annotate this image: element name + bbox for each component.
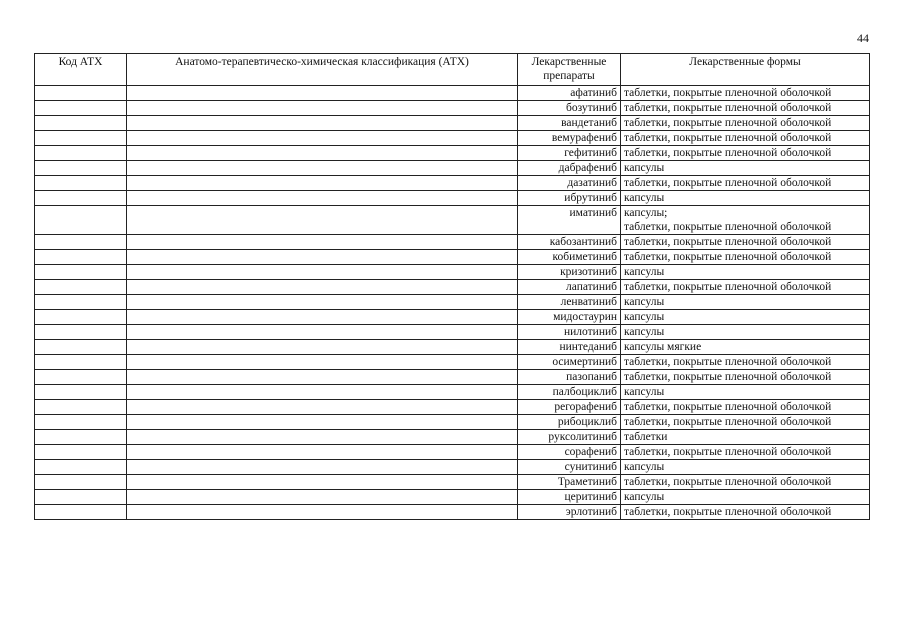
atx-code-cell xyxy=(35,235,127,250)
dosage-form-cell xyxy=(621,295,870,310)
dosage-form-text: капсулы xyxy=(624,461,665,473)
table-row xyxy=(35,475,870,490)
dosage-form-cell xyxy=(621,265,870,280)
atx-classification-cell xyxy=(127,131,518,146)
atx-classification-cell xyxy=(127,250,518,265)
table-row xyxy=(35,161,870,176)
drug-name-cell: вандетаниб xyxy=(518,116,621,131)
table-row xyxy=(35,116,870,131)
drug-name-cell: сорафениб xyxy=(518,445,621,460)
table-row xyxy=(35,325,870,340)
drug-name-cell: гефитиниб xyxy=(518,146,621,161)
header-atx-code: Код АТХ xyxy=(35,54,127,86)
dosage-form-text: таблетки, покрытые пленочной оболочкой xyxy=(624,87,832,99)
atx-classification-cell xyxy=(127,280,518,295)
atx-classification-cell xyxy=(127,176,518,191)
dosage-form-cell xyxy=(621,445,870,460)
atx-classification-cell xyxy=(127,370,518,385)
table-row xyxy=(35,131,870,146)
table-row xyxy=(35,191,870,206)
table-row xyxy=(35,250,870,265)
table-row xyxy=(35,101,870,116)
atx-classification-cell xyxy=(127,505,518,520)
atx-classification-cell xyxy=(127,116,518,131)
atx-classification-cell xyxy=(127,430,518,445)
dosage-form-text: таблетки, покрытые пленочной оболочкой xyxy=(624,132,832,144)
dosage-form-cell xyxy=(621,340,870,355)
atx-code-cell xyxy=(35,206,127,235)
dosage-form-cell xyxy=(621,235,870,250)
table-row xyxy=(35,310,870,325)
atx-code-cell xyxy=(35,280,127,295)
atx-code-cell xyxy=(35,460,127,475)
atx-code-cell xyxy=(35,131,127,146)
dosage-form-cell xyxy=(621,385,870,400)
dosage-form-text: таблетки, покрытые пленочной оболочкой xyxy=(624,281,832,293)
atx-classification-cell xyxy=(127,385,518,400)
dosage-form-text: таблетки, покрытые пленочной оболочкой xyxy=(624,147,832,159)
drug-name-cell: дабрафениб xyxy=(518,161,621,176)
atx-classification-cell xyxy=(127,490,518,505)
dosage-form-cell xyxy=(621,430,870,445)
drug-name-cell: кобиметиниб xyxy=(518,250,621,265)
atx-classification-cell xyxy=(127,340,518,355)
atx-classification-cell xyxy=(127,460,518,475)
dosage-form-text: таблетки, покрытые пленочной оболочкой xyxy=(624,446,832,458)
dosage-form-text: таблетки, покрытые пленочной оболочкой xyxy=(624,117,832,129)
dosage-form-cell xyxy=(621,191,870,206)
dosage-form-cell xyxy=(621,355,870,370)
dosage-form-cell xyxy=(621,131,870,146)
dosage-form-cell xyxy=(621,146,870,161)
table-row xyxy=(35,490,870,505)
dosage-form-text: капсулы xyxy=(624,266,665,278)
atx-classification-cell xyxy=(127,355,518,370)
dosage-form-text: капсулы мягкие xyxy=(624,341,702,353)
drug-name-cell: афатиниб xyxy=(518,86,621,101)
table-row xyxy=(35,86,870,101)
table-row xyxy=(35,445,870,460)
drug-name-cell: лапатиниб xyxy=(518,280,621,295)
table-row xyxy=(35,505,870,520)
drug-name-cell: руксолитиниб xyxy=(518,430,621,445)
drug-name-cell: кризотиниб xyxy=(518,265,621,280)
atx-code-cell xyxy=(35,475,127,490)
atx-classification-cell xyxy=(127,475,518,490)
dosage-form-text: таблетки, покрытые пленочной оболочкой xyxy=(624,177,832,189)
atx-classification-cell xyxy=(127,101,518,116)
table-row xyxy=(35,206,870,235)
dosage-form-text: таблетки, покрытые пленочной оболочкой xyxy=(624,236,832,248)
dosage-form-text: таблетки, покрытые пленочной оболочкой xyxy=(624,371,832,383)
atx-code-cell xyxy=(35,101,127,116)
header-dosage-forms: Лекарственные формы xyxy=(621,54,870,86)
drug-name-cell: Траметиниб xyxy=(518,475,621,490)
atx-code-cell xyxy=(35,325,127,340)
dosage-form-text: капсулы xyxy=(624,192,665,204)
drug-name-cell: ибрутиниб xyxy=(518,191,621,206)
drug-name-cell: кабозантиниб xyxy=(518,235,621,250)
drug-name-cell: иматиниб xyxy=(518,206,621,235)
atx-code-cell xyxy=(35,176,127,191)
atx-code-cell xyxy=(35,370,127,385)
atx-code-cell xyxy=(35,86,127,101)
atx-classification-cell xyxy=(127,146,518,161)
atx-code-cell xyxy=(35,415,127,430)
atx-code-cell xyxy=(35,340,127,355)
table-row xyxy=(35,295,870,310)
drug-name-cell: вемурафениб xyxy=(518,131,621,146)
drug-name-cell: бозутиниб xyxy=(518,101,621,116)
dosage-form-text: таблетки xyxy=(624,431,668,443)
drug-name-cell: палбоциклиб xyxy=(518,385,621,400)
atx-classification-cell xyxy=(127,400,518,415)
table-row xyxy=(35,340,870,355)
table-header-row xyxy=(35,54,870,86)
atx-classification-cell xyxy=(127,445,518,460)
drug-name-cell: регорафениб xyxy=(518,400,621,415)
table-row xyxy=(35,370,870,385)
dosage-form-cell xyxy=(621,310,870,325)
atx-code-cell xyxy=(35,400,127,415)
drug-name-cell: эрлотиниб xyxy=(518,505,621,520)
dosage-form-text: капсулы xyxy=(624,386,665,398)
dosage-form-text: капсулы xyxy=(624,162,665,174)
dosage-form-text: таблетки, покрытые пленочной оболочкой xyxy=(624,476,832,488)
atx-classification-cell xyxy=(127,191,518,206)
dosage-form-text: таблетки, покрытые пленочной оболочкой xyxy=(624,506,832,518)
dosage-form-text: капсулы xyxy=(624,296,665,308)
drug-name-cell: церитиниб xyxy=(518,490,621,505)
dosage-form-text: капсулы xyxy=(624,311,665,323)
dosage-form-text: капсулы xyxy=(624,326,665,338)
dosage-form-text: капсулы; xyxy=(624,207,668,219)
dosage-form-cell xyxy=(621,415,870,430)
atx-drug-table xyxy=(34,53,870,520)
drug-name-cell: дазатиниб xyxy=(518,176,621,191)
atx-code-cell xyxy=(35,265,127,280)
drug-name-cell: нинтеданиб xyxy=(518,340,621,355)
dosage-form-cell xyxy=(621,505,870,520)
table-row xyxy=(35,400,870,415)
atx-code-cell xyxy=(35,490,127,505)
dosage-form-cell xyxy=(621,101,870,116)
page-number: 44 xyxy=(857,31,869,45)
dosage-form-text: капсулы xyxy=(624,491,665,503)
atx-code-cell xyxy=(35,385,127,400)
atx-classification-cell xyxy=(127,325,518,340)
header-drugs xyxy=(518,54,621,86)
table-row xyxy=(35,176,870,191)
atx-code-cell xyxy=(35,445,127,460)
atx-code-cell xyxy=(35,161,127,176)
dosage-form-text: таблетки, покрытые пленочной оболочкой xyxy=(624,251,832,263)
atx-code-cell xyxy=(35,116,127,131)
drug-name-cell: сунитиниб xyxy=(518,460,621,475)
atx-classification-cell xyxy=(127,86,518,101)
atx-classification-cell xyxy=(127,235,518,250)
atx-code-cell xyxy=(35,505,127,520)
dosage-form-text: таблетки, покрытые пленочной оболочкой xyxy=(624,221,832,233)
dosage-form-cell xyxy=(621,280,870,295)
table-row xyxy=(35,460,870,475)
drug-name-cell: осимертиниб xyxy=(518,355,621,370)
atx-classification-cell xyxy=(127,415,518,430)
drug-name-cell: мидостаурин xyxy=(518,310,621,325)
table-row xyxy=(35,235,870,250)
atx-code-cell xyxy=(35,310,127,325)
dosage-form-cell xyxy=(621,206,870,235)
drug-name-cell: рибоциклиб xyxy=(518,415,621,430)
dosage-form-cell xyxy=(621,460,870,475)
header-atx-classification: Анатомо-терапевтическо-химическая классификация (АТХ) xyxy=(127,54,518,86)
table-row xyxy=(35,265,870,280)
table-row xyxy=(35,146,870,161)
table-body xyxy=(35,86,870,520)
drug-name-cell: ленватиниб xyxy=(518,295,621,310)
dosage-form-text: таблетки, покрытые пленочной оболочкой xyxy=(624,102,832,114)
table-row xyxy=(35,280,870,295)
drug-name-cell: пазопаниб xyxy=(518,370,621,385)
atx-code-cell xyxy=(35,430,127,445)
dosage-form-text: таблетки, покрытые пленочной оболочкой xyxy=(624,416,832,428)
table-row xyxy=(35,415,870,430)
atx-classification-cell xyxy=(127,161,518,176)
dosage-form-cell xyxy=(621,250,870,265)
table-row xyxy=(35,385,870,400)
atx-classification-cell xyxy=(127,206,518,235)
dosage-form-cell xyxy=(621,490,870,505)
table-row xyxy=(35,430,870,445)
atx-code-cell xyxy=(35,250,127,265)
atx-code-cell xyxy=(35,146,127,161)
dosage-form-cell xyxy=(621,86,870,101)
dosage-form-text: таблетки, покрытые пленочной оболочкой xyxy=(624,401,832,413)
drug-name-cell: нилотиниб xyxy=(518,325,621,340)
atx-code-cell xyxy=(35,191,127,206)
header-drugs-line1: Лекарственные xyxy=(531,56,607,68)
dosage-form-cell xyxy=(621,400,870,415)
atx-classification-cell xyxy=(127,295,518,310)
dosage-form-cell xyxy=(621,161,870,176)
dosage-form-cell xyxy=(621,475,870,490)
atx-classification-cell xyxy=(127,265,518,280)
dosage-form-cell xyxy=(621,116,870,131)
dosage-form-cell xyxy=(621,325,870,340)
dosage-form-text: таблетки, покрытые пленочной оболочкой xyxy=(624,356,832,368)
atx-code-cell xyxy=(35,355,127,370)
header-drugs-line2: препараты xyxy=(543,70,595,82)
atx-classification-cell xyxy=(127,310,518,325)
table-row xyxy=(35,355,870,370)
dosage-form-cell xyxy=(621,370,870,385)
atx-code-cell xyxy=(35,295,127,310)
dosage-form-cell xyxy=(621,176,870,191)
